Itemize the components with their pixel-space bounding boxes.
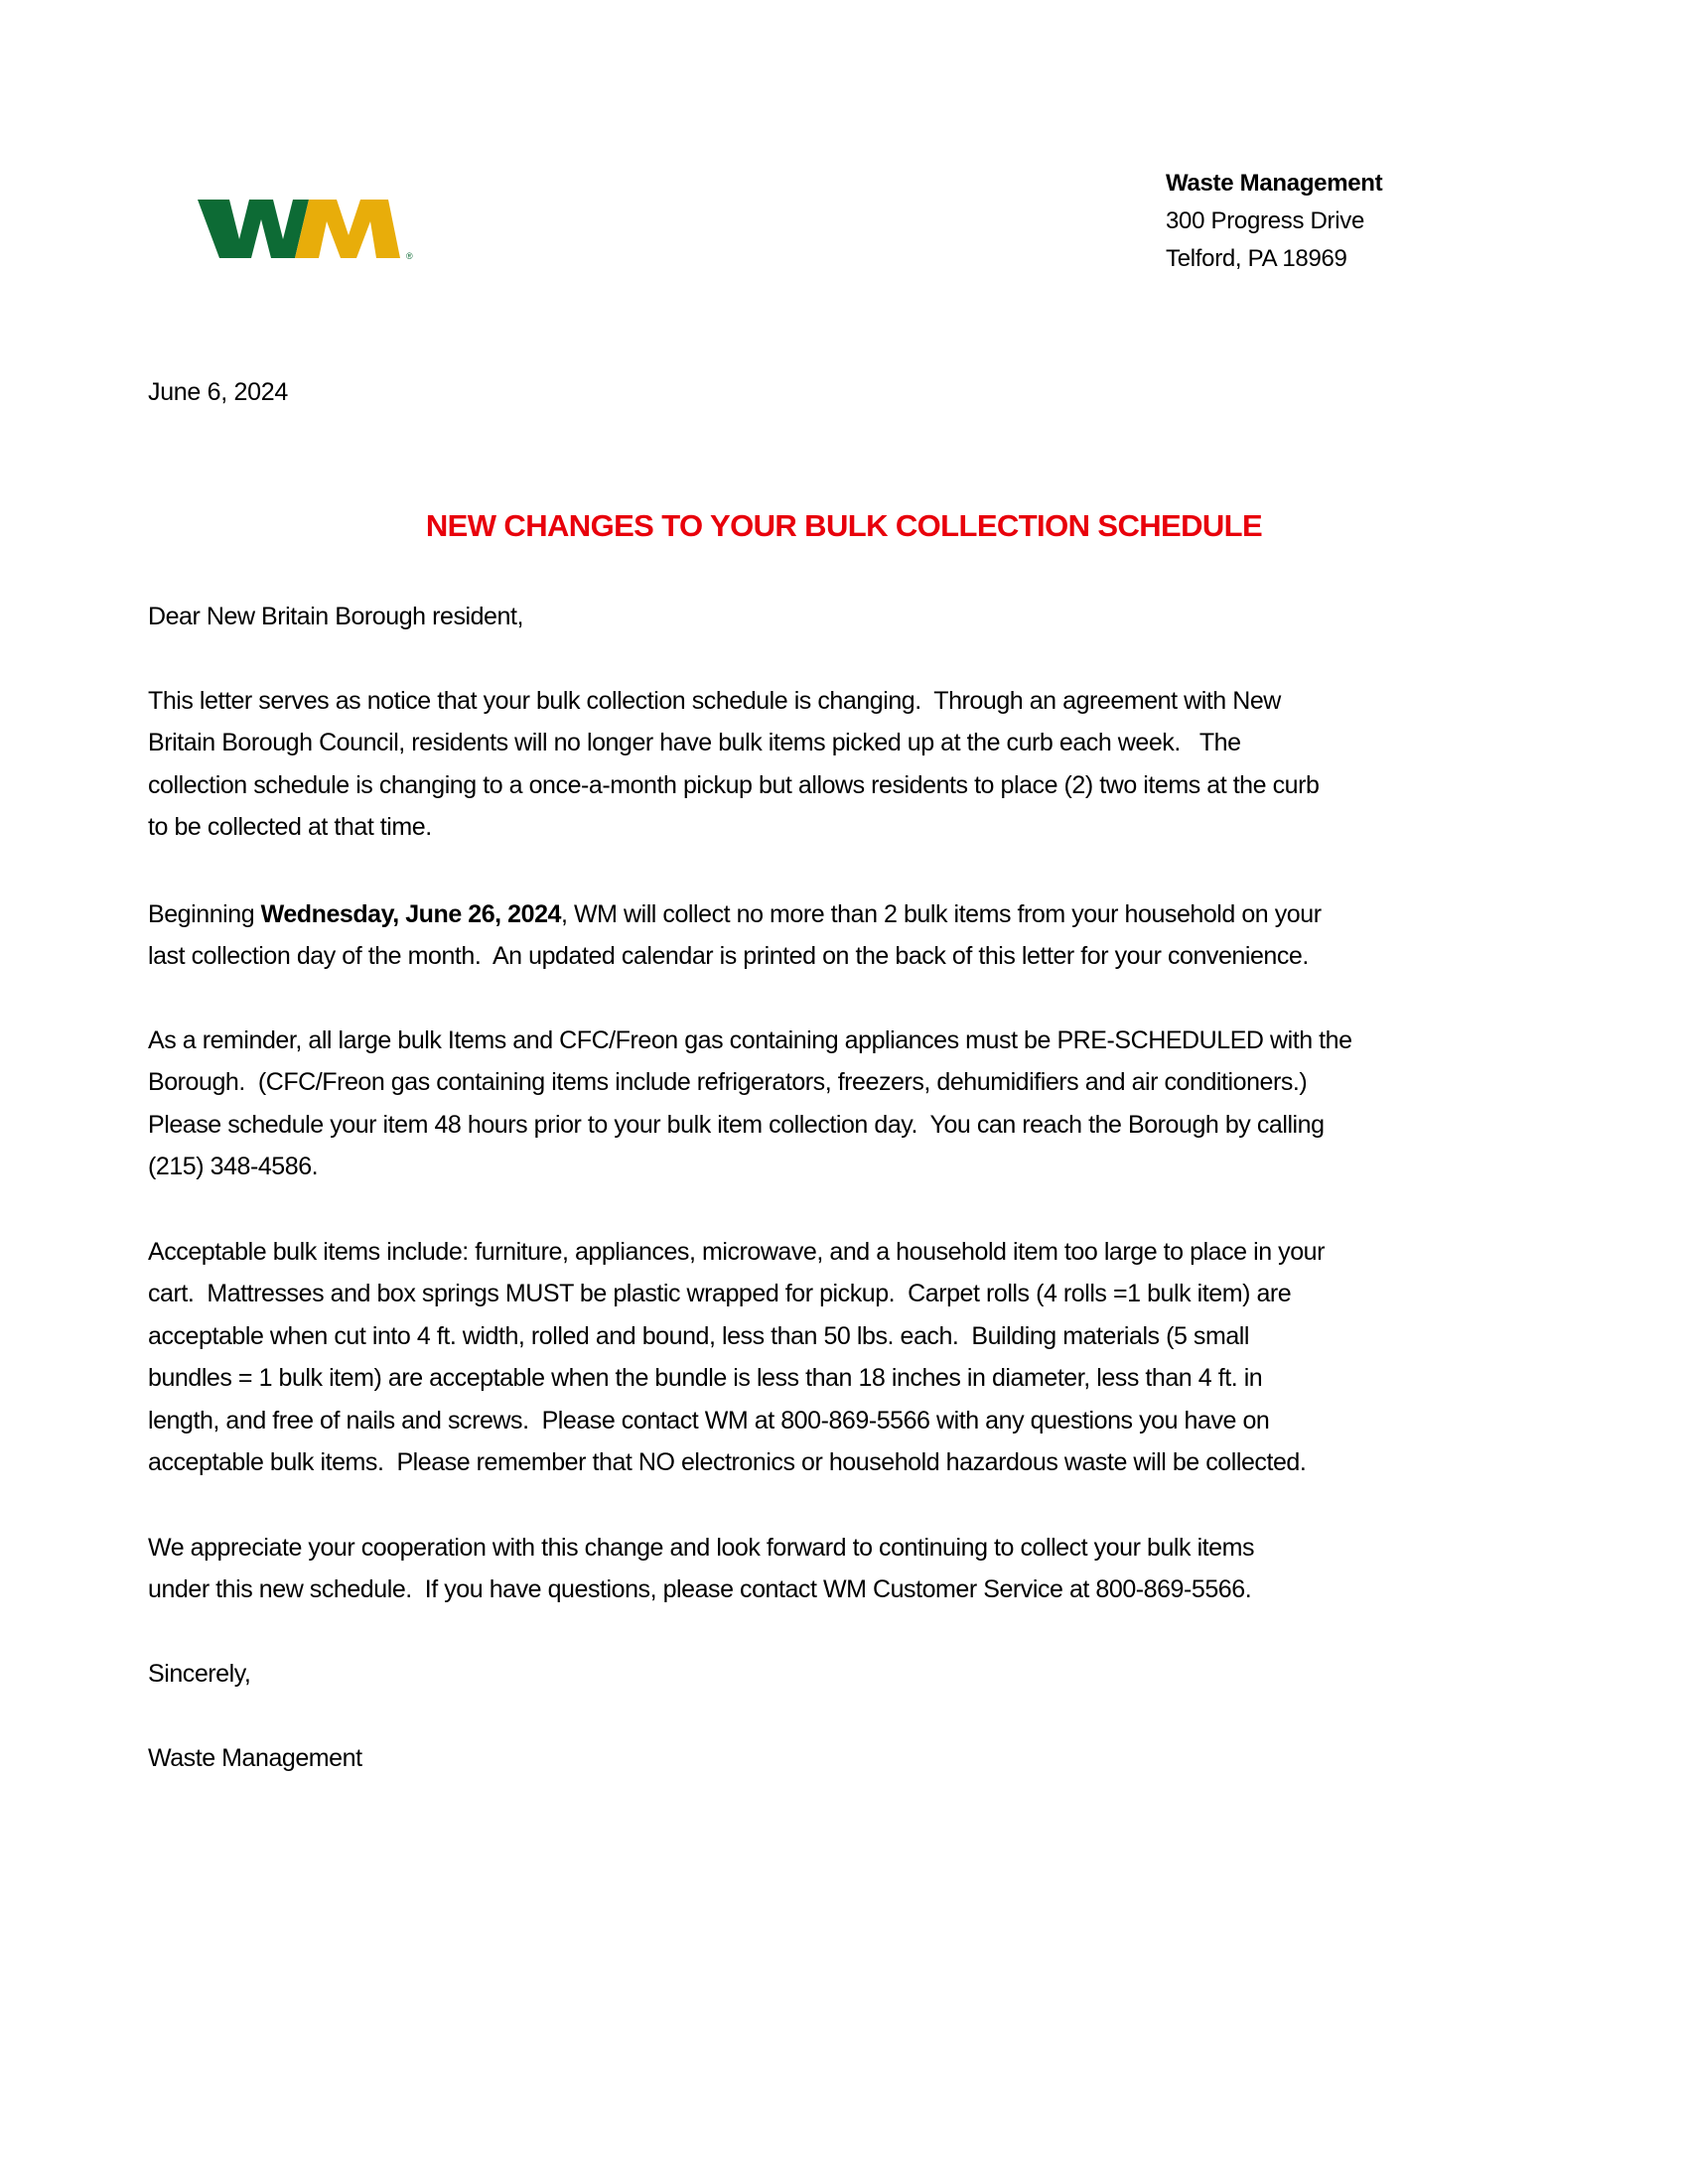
letter-title: NEW CHANGES TO YOUR BULK COLLECTION SCHEDULE bbox=[425, 508, 1263, 543]
paragraph-line: As a reminder, all large bulk Items and CFC/Freon gas containing appliances must be PRE-SCHEDULED with the bbox=[148, 1026, 1352, 1054]
paragraph-line: last collection day of the month. An updated calendar is printed on the back of this letter for your convenience. bbox=[148, 942, 1309, 971]
paragraph-line: bundles = 1 bulk item) are acceptable when the bundle is less than 18 inches in diameter, less than 4 ft. in bbox=[148, 1364, 1263, 1393]
paragraph-line: under this new schedule. If you have questions, please contact WM Customer Service at 800-869-5566. bbox=[148, 1575, 1252, 1604]
closing: Sincerely, bbox=[148, 1660, 251, 1688]
signature: Waste Management bbox=[148, 1744, 362, 1772]
svg-text:®: ® bbox=[406, 251, 413, 261]
paragraph-line: This letter serves as notice that your bulk collection schedule is changing. Through an agreement with New bbox=[148, 687, 1281, 715]
paragraph-line: to be collected at that time. bbox=[148, 813, 432, 842]
paragraph-line: Acceptable bulk items include: furniture, appliances, microwave, and a household item too large to place in your bbox=[148, 1238, 1326, 1266]
paragraph-appreciation bbox=[148, 1527, 1538, 1611]
start-date-emphasis: Wednesday, June 26, 2024 bbox=[260, 900, 561, 928]
paragraph-line: (215) 348-4586. bbox=[148, 1153, 319, 1181]
wm-logo bbox=[198, 198, 428, 261]
paragraph-line: acceptable when cut into 4 ft. width, rolled and bound, less than 50 lbs. each. Building materials (5 small bbox=[148, 1321, 1250, 1350]
paragraph-line: collection schedule is changing to a once-a-month pickup but allows residents to place (2) two items at the curb bbox=[148, 770, 1320, 799]
paragraph-line: length, and free of nails and screws. Please contact WM at 800-869-5566 with any questions you have on bbox=[148, 1406, 1270, 1434]
paragraph-prescheduling-reminder bbox=[148, 1020, 1538, 1188]
letter-date: June 6, 2024 bbox=[148, 378, 288, 406]
wm-logo-icon bbox=[198, 198, 428, 261]
paragraph-line: Please schedule your item 48 hours prior to your bulk item collection day. You can reach the Borough by calling bbox=[148, 1110, 1325, 1139]
sender-address bbox=[1166, 165, 1382, 278]
paragraph-schedule-change bbox=[148, 680, 1538, 849]
greeting: Dear New Britain Borough resident, bbox=[148, 603, 523, 630]
paragraph-line: Britain Borough Council, residents will no longer have bulk items picked up at the curb each week. The bbox=[148, 729, 1241, 757]
paragraph-start-date bbox=[148, 893, 1538, 978]
paragraph-line: We appreciate your cooperation with this change and look forward to continuing to collect your bulk items bbox=[148, 1534, 1255, 1562]
paragraph-line: acceptable bulk items. Please remember that NO electronics or household hazardous waste will be collected. bbox=[148, 1448, 1307, 1477]
sender-name: Waste Management bbox=[1166, 170, 1383, 197]
paragraph-line: Borough. (CFC/Freon gas containing items include refrigerators, freezers, dehumidifiers and air conditioners.) bbox=[148, 1068, 1308, 1097]
paragraph-line: Beginning Wednesday, June 26, 2024, WM will collect no more than 2 bulk items from your household on your bbox=[148, 900, 1322, 928]
paragraph-line: cart. Mattresses and box springs MUST be plastic wrapped for pickup. Carpet rolls (4 rolls =1 bulk item) are bbox=[148, 1280, 1292, 1308]
sender-city-state-zip: Telford, PA 18969 bbox=[1166, 245, 1347, 272]
sender-street: 300 Progress Drive bbox=[1166, 207, 1365, 234]
paragraph-acceptable-items bbox=[148, 1231, 1538, 1483]
